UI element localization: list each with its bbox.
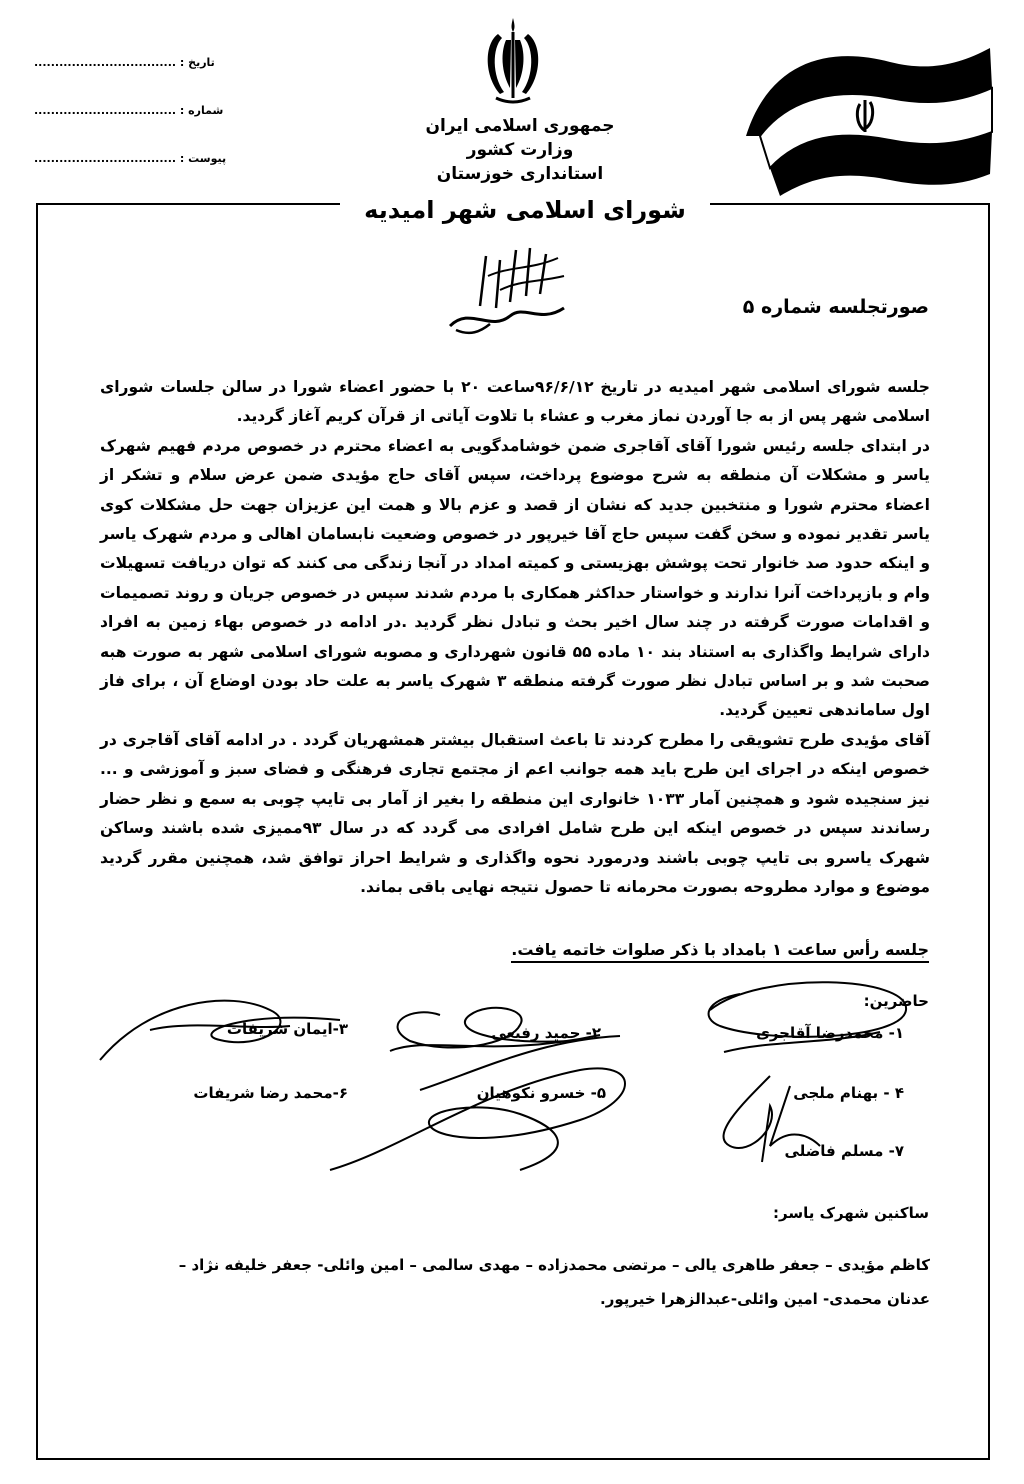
number-label: شماره :: [179, 104, 224, 117]
attendee-5: ۵- خسرو نکوهیان: [476, 1084, 606, 1102]
paragraph-plan: آقای مؤیدی طرح تشویقی را مطرح کردند تا باعث استقبال بیشتر همشهریان گردد . در ادامه آقای آقاجری در خصوص اینکه در اجرای این طرح باید همه جوانب اعم از مجتمع تجاری فرهنگی و فضای سبز و آموزشی و ... نیز سنجیده شود و همچنین آمار ۱۰۳۳ خانواری این منطقه را بغیر از آمار بی تایپ چوبی به سمع و نظر حضار رساندند سپس در خصوص اینکه این طرح شامل افرادی می گردد که در سال ۹۳ممیزی شده باشند وساکن شهرک یاسرو بی تایپ چوبی باشند ودرمورد نحوه واگذاری و شرایط احراز توافق شد، همچنین مقرر گردید موضوع و موارد مطروحه بصورت محرمانه تا حصول نتیجه نهایی باقی بماند.: [100, 730, 931, 896]
residents-label: ساکنین شهرک یاسر:: [773, 1204, 929, 1222]
signature-4-icon: [700, 1066, 830, 1166]
date-label: تاریخ :: [179, 56, 215, 69]
closing-statement: جلسه رأس ساعت ۱ بامداد با ذکر صلوات خاتمه یافت.: [511, 940, 929, 963]
signature-5-icon: [320, 1030, 660, 1180]
present-label: حاضرین:: [863, 992, 929, 1010]
number-line: [34, 104, 223, 117]
gov-line-3: استانداری خوزستان: [436, 164, 604, 184]
attachment-line: [34, 152, 226, 165]
date-line: [34, 56, 215, 69]
council-title: شورای اسلامی شهر امیدیه: [340, 190, 710, 230]
minutes-body: [100, 373, 930, 902]
iran-emblem-icon: [478, 14, 548, 106]
attendee-7: ۷- مسلم فاضلی: [784, 1142, 904, 1160]
session-title: صورتجلسه شماره ۵: [742, 296, 929, 318]
paragraph-discussion: در ابتدای جلسه رئیس شورا آقای آقاجری ضمن خوشامدگویی به اعضاء محترم در خصوص مردم فهیم شهرک یاسر و مشکلات آن منطقه به شرح موضوع پرداخت، سپس آقای حاج مؤیدی ضمن عرض سلام و تشکر از اعضاء محترم شورا و منتخبین جدید که نشان از قصد و عزم بالا و همت این عزیزان جهت حل مشکلات کوی یاسر تقدیر نموده و سخن گفت سپس حاج آقا خیرپور در خصوص وضعیت نابسامان اهالی و مردم شهرک یاسر و اینکه حدود صد خانوار تحت پوشش بهزیستی و کمیته امداد در آنجا زندگی می کنند که توان دریافت تسهیلات وام و بازپرداخت آنرا ندارند و خواستار حداکثر همکاری با مردم شدند سپس در خصوص جریان و روند تصمیمات و اقدامات صورت گرفته در چند سال اخیر بحث و تبادل نظر گردید .در ادامه در خصوص بهاء زمین به افراد دارای شرایط واگذاری به استناد بند ۱۰ ماده ۵۵ قانون شهرداری و مصوبه شورای اسلامی شهر به صورت هبه صحبت شد و بر اساس تبادل نظر صورت گرفته منطقه ۳ شهرک یاسر به علت حاد بودن اوضاع آن ، برای فاز اول ساماندهی تعیین گردید.: [100, 436, 930, 720]
gov-line-2: وزارت کشور: [466, 140, 574, 160]
signature-3-icon: [90, 990, 350, 1070]
attendee-2: ۲- حمید رفیعی: [491, 1024, 601, 1042]
paragraph-opening: جلسه شورای اسلامی شهر امیدیه در تاریخ ۹۶/۶/۱۲ساعت ۲۰ با حضور اعضاء شورا در سالن جلسات شورای اسلامی شهر پس از به جا آوردن نماز مغرب و عشاء با تلاوت آیاتی از قرآن کریم آغاز گردید.: [100, 378, 930, 426]
gov-line-1: جمهوری اسلامی ایران: [425, 116, 615, 136]
date-dots: ..................................: [34, 56, 177, 69]
basmala-calligraphy-icon: [440, 236, 580, 340]
attendee-4: ۴ - بهنام ملجی: [793, 1084, 904, 1102]
attachment-dots: ..................................: [34, 152, 177, 165]
signature-1-icon: [680, 970, 930, 1060]
attachment-label: پیوست :: [179, 152, 227, 165]
number-dots: ..................................: [34, 104, 177, 117]
residents-list: کاظم مؤیدی – جعفر طاهری یالی – مرتضی محمدزاده – مهدی سالمی – امین وائلی- جعفر خلیفه نژاد – عدنان محمدی- امین وائلی-عبدالزهرا خیرپور.: [178, 1256, 930, 1308]
attendee-3: ۳-ایمان شریفات: [226, 1020, 348, 1038]
iran-flag-icon: [740, 40, 998, 200]
attendee-6: ۶-محمد رضا شریفات: [193, 1084, 348, 1102]
attendee-1: ۱- محمدرضا آقاجری: [756, 1024, 904, 1042]
